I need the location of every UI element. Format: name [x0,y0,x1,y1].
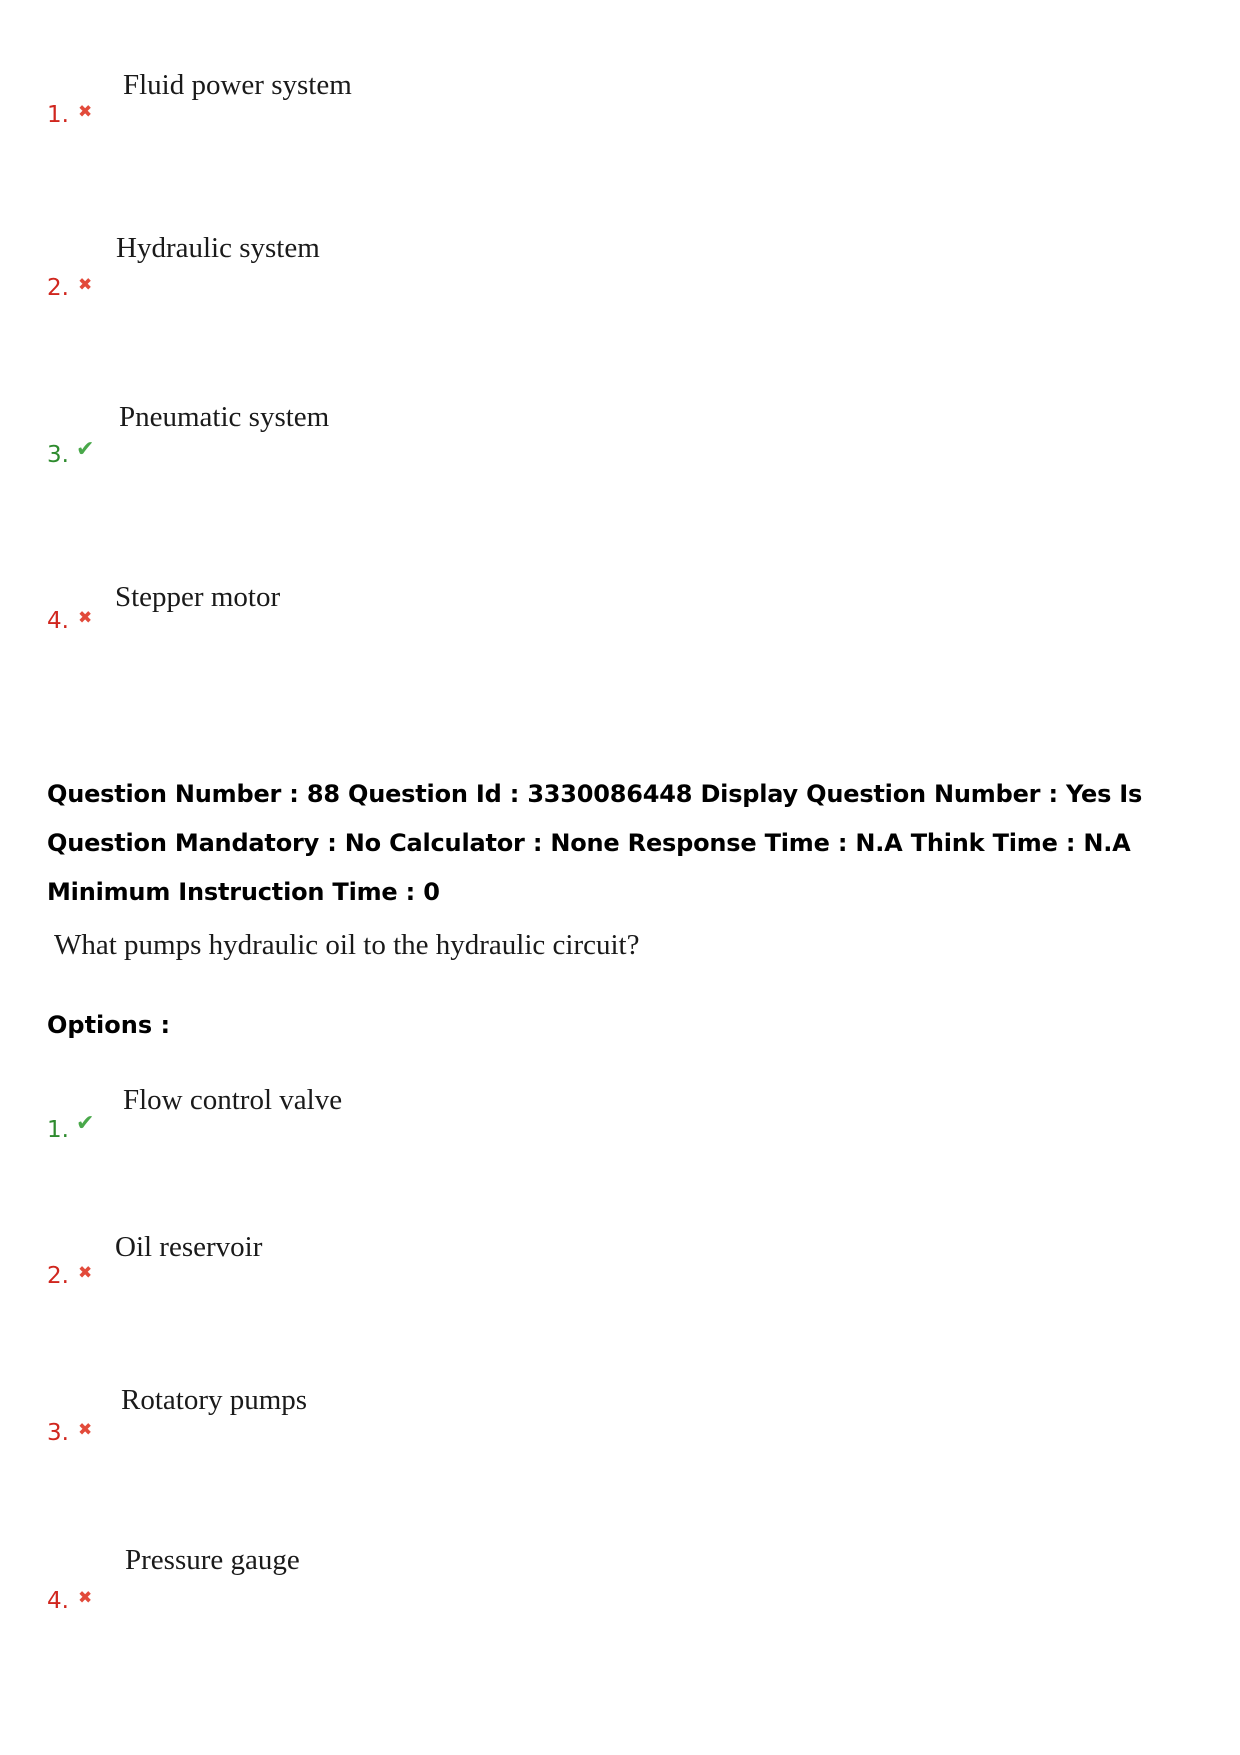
prev-option-3 [0,400,1240,468]
option-text: Pressure gauge [125,1544,300,1576]
options-label: Options : [47,1011,171,1039]
option-3 [0,1383,1240,1446]
option-text: Rotatory pumps [121,1384,308,1416]
option-2 [0,1230,1240,1290]
option-text: Stepper motor [115,581,281,613]
question-text: What pumps hydraulic oil to the hydraulic circuit? [54,929,640,961]
option-number: 4. [47,608,69,634]
option-4 [0,1543,1240,1614]
check-icon: ✔ [76,437,95,462]
option-number: 3. [47,442,69,468]
option-text: Hydraulic system [116,232,320,264]
option-1 [0,1083,1240,1143]
question-meta: Question Number : 88 Question Id : 3330086448 Display Question Number : Yes Is Question Mandatory : No Calculator : None Response Time : N.A Think Time : N.A Minimum Instruction Time : 0 [47,780,1143,906]
option-number: 3. [47,1420,69,1446]
cross-icon: ✖ [78,102,93,122]
cross-icon: ✖ [78,608,93,628]
option-text: Flow control valve [123,1084,343,1116]
cross-icon: ✖ [78,1588,93,1608]
option-number: 2. [47,275,69,301]
cross-icon: ✖ [78,1420,93,1440]
cross-icon: ✖ [78,1263,93,1283]
option-number: 2. [47,1263,69,1289]
option-text: Oil reservoir [115,1231,263,1263]
option-number: 4. [47,1588,69,1614]
option-text: Fluid power system [123,69,352,101]
prev-option-2 [0,231,1240,301]
option-number: 1. [47,1117,69,1143]
option-text: Pneumatic system [119,401,330,433]
check-icon: ✔ [76,1111,95,1136]
option-number: 1. [47,102,69,128]
prev-option-4 [0,580,1240,640]
cross-icon: ✖ [78,275,93,295]
prev-option-1 [0,68,1240,128]
